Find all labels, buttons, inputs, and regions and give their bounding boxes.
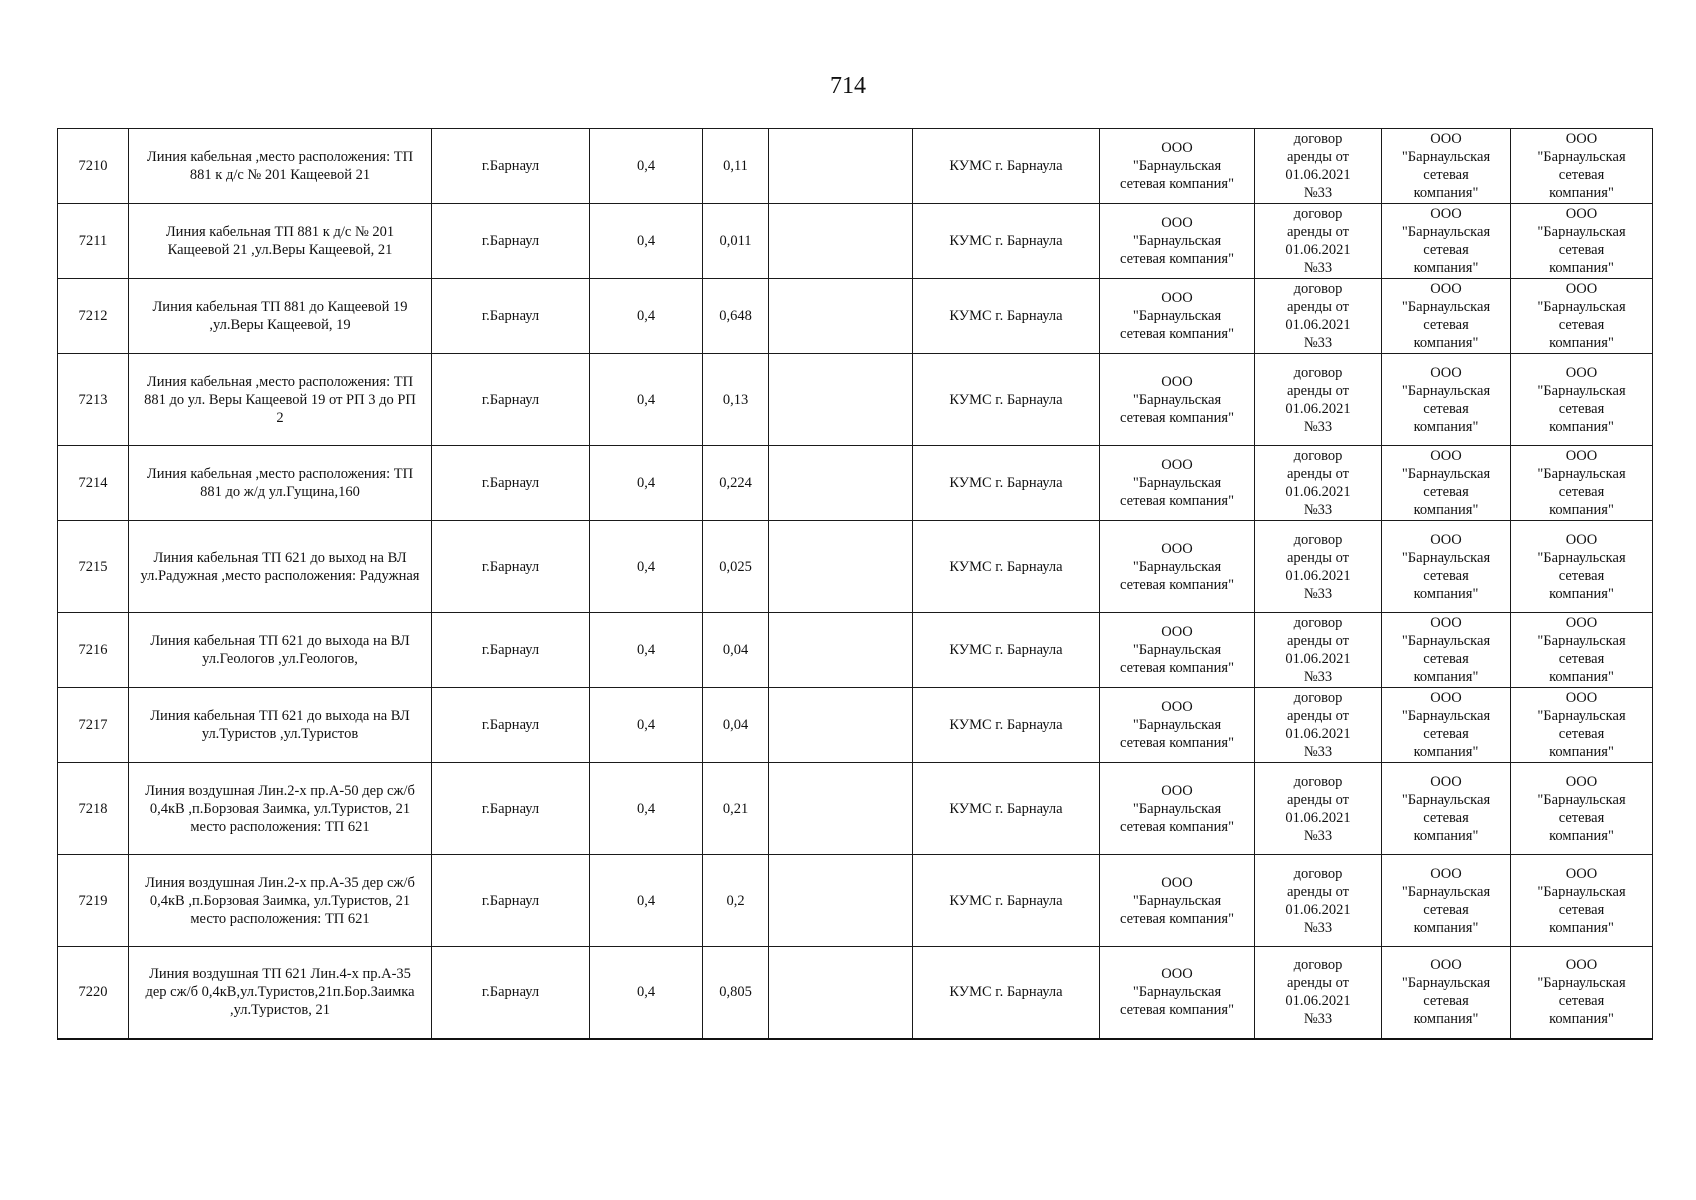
lease-basis: договор аренды от 01.06.2021 №33 [1255,947,1382,1039]
table-row [58,855,1653,947]
operator: ООО "Барнаульская сетевая компания" [1100,279,1255,354]
lease-basis: договор аренды от 01.06.2021 №33 [1255,279,1382,354]
empty-cell [769,354,913,446]
holder-2: ООО "Барнаульская сетевая компания" [1511,855,1653,947]
length: 0,011 [703,204,769,279]
voltage: 0,4 [590,129,703,204]
owner: КУМС г. Барнаула [913,763,1100,855]
empty-cell [769,129,913,204]
object-description: Линия кабельная ,место расположения: ТП 881 до ж/д ул.Гущина,160 [129,446,432,521]
table-row [58,129,1653,204]
holder-1: ООО "Барнаульская сетевая компания" [1382,204,1511,279]
voltage: 0,4 [590,521,703,613]
holder-1: ООО "Барнаульская сетевая компания" [1382,613,1511,688]
length: 0,04 [703,688,769,763]
table-row [58,204,1653,279]
operator: ООО "Барнаульская сетевая компания" [1100,354,1255,446]
length: 0,025 [703,521,769,613]
holder-2: ООО "Барнаульская сетевая компания" [1511,204,1653,279]
holder-1: ООО "Барнаульская сетевая компания" [1382,763,1511,855]
holder-1: ООО "Барнаульская сетевая компания" [1382,446,1511,521]
city: г.Барнаул [432,279,590,354]
operator: ООО "Барнаульская сетевая компания" [1100,446,1255,521]
owner: КУМС г. Барнаула [913,204,1100,279]
city: г.Барнаул [432,613,590,688]
owner: КУМС г. Барнаула [913,947,1100,1039]
holder-2: ООО "Барнаульская сетевая компания" [1511,354,1653,446]
record-number: 7210 [58,129,129,204]
empty-cell [769,446,913,521]
operator: ООО "Барнаульская сетевая компания" [1100,947,1255,1039]
holder-1: ООО "Барнаульская сетевая компания" [1382,354,1511,446]
voltage: 0,4 [590,446,703,521]
operator: ООО "Барнаульская сетевая компания" [1100,855,1255,947]
voltage: 0,4 [590,204,703,279]
object-description: Линия кабельная ТП 881 до Кащеевой 19 ,ул.Веры Кащеевой, 19 [129,279,432,354]
holder-1: ООО "Барнаульская сетевая компания" [1382,688,1511,763]
record-number: 7216 [58,613,129,688]
length: 0,2 [703,855,769,947]
city: г.Барнаул [432,446,590,521]
table-row [58,947,1653,1039]
empty-cell [769,688,913,763]
table-row [58,446,1653,521]
city: г.Барнаул [432,204,590,279]
owner: КУМС г. Барнаула [913,446,1100,521]
holder-2: ООО "Барнаульская сетевая компания" [1511,947,1653,1039]
table-row [58,613,1653,688]
city: г.Барнаул [432,688,590,763]
object-description: Линия кабельная ТП 621 до выхода на ВЛ ул.Геологов ,ул.Геологов, [129,613,432,688]
holder-2: ООО "Барнаульская сетевая компания" [1511,521,1653,613]
city: г.Барнаул [432,129,590,204]
owner: КУМС г. Барнаула [913,354,1100,446]
object-description: Линия кабельная ТП 621 до выхода на ВЛ ул.Туристов ,ул.Туристов [129,688,432,763]
owner: КУМС г. Барнаула [913,279,1100,354]
lease-basis: договор аренды от 01.06.2021 №33 [1255,521,1382,613]
length: 0,805 [703,947,769,1039]
object-description: Линия кабельная ТП 881 к д/с № 201 Кащеевой 21 ,ул.Веры Кащеевой, 21 [129,204,432,279]
holder-2: ООО "Барнаульская сетевая компания" [1511,446,1653,521]
owner: КУМС г. Барнаула [913,688,1100,763]
empty-cell [769,613,913,688]
operator: ООО "Барнаульская сетевая компания" [1100,521,1255,613]
object-description: Линия воздушная Лин.2-х пр.А-50 дер сж/б 0,4кВ ,п.Борзовая Заимка, ул.Туристов, 21 место расположения: ТП 621 [129,763,432,855]
table-row [58,279,1653,354]
record-number: 7212 [58,279,129,354]
record-number: 7213 [58,354,129,446]
holder-2: ООО "Барнаульская сетевая компания" [1511,688,1653,763]
table-row [58,521,1653,613]
holder-2: ООО "Барнаульская сетевая компания" [1511,279,1653,354]
object-description: Линия воздушная ТП 621 Лин.4-х пр.А-35 дер сж/б 0,4кВ,ул.Туристов,21п.Бор.Заимка ,ул.Туристов, 21 [129,947,432,1039]
length: 0,04 [703,613,769,688]
operator: ООО "Барнаульская сетевая компания" [1100,129,1255,204]
object-description: Линия кабельная ТП 621 до выход на ВЛ ул.Радужная ,место расположения: Радужная [129,521,432,613]
city: г.Барнаул [432,855,590,947]
operator: ООО "Барнаульская сетевая компания" [1100,613,1255,688]
lease-basis: договор аренды от 01.06.2021 №33 [1255,763,1382,855]
record-number: 7215 [58,521,129,613]
empty-cell [769,947,913,1039]
page-number: 714 [830,73,866,99]
city: г.Барнаул [432,947,590,1039]
lease-basis: договор аренды от 01.06.2021 №33 [1255,688,1382,763]
voltage: 0,4 [590,855,703,947]
empty-cell [769,855,913,947]
voltage: 0,4 [590,688,703,763]
owner: КУМС г. Барнаула [913,129,1100,204]
table-row [58,354,1653,446]
owner: КУМС г. Барнаула [913,521,1100,613]
record-number: 7219 [58,855,129,947]
length: 0,21 [703,763,769,855]
operator: ООО "Барнаульская сетевая компания" [1100,688,1255,763]
owner: КУМС г. Барнаула [913,613,1100,688]
lease-basis: договор аренды от 01.06.2021 №33 [1255,204,1382,279]
holder-1: ООО "Барнаульская сетевая компания" [1382,855,1511,947]
record-number: 7218 [58,763,129,855]
owner: КУМС г. Барнаула [913,855,1100,947]
lease-basis: договор аренды от 01.06.2021 №33 [1255,855,1382,947]
voltage: 0,4 [590,763,703,855]
record-number: 7220 [58,947,129,1039]
lease-basis: договор аренды от 01.06.2021 №33 [1255,129,1382,204]
empty-cell [769,204,913,279]
holder-1: ООО "Барнаульская сетевая компания" [1382,947,1511,1039]
holder-2: ООО "Барнаульская сетевая компания" [1511,613,1653,688]
lease-basis: договор аренды от 01.06.2021 №33 [1255,354,1382,446]
empty-cell [769,279,913,354]
object-description: Линия воздушная Лин.2-х пр.А-35 дер сж/б 0,4кВ ,п.Борзовая Заимка, ул.Туристов, 21 место расположения: ТП 621 [129,855,432,947]
record-number: 7211 [58,204,129,279]
object-description: Линия кабельная ,место расположения: ТП 881 до ул. Веры Кащеевой 19 от РП 3 до РП 2 [129,354,432,446]
holder-1: ООО "Барнаульская сетевая компания" [1382,521,1511,613]
operator: ООО "Барнаульская сетевая компания" [1100,763,1255,855]
holder-1: ООО "Барнаульская сетевая компания" [1382,129,1511,204]
empty-cell [769,763,913,855]
voltage: 0,4 [590,613,703,688]
holder-2: ООО "Барнаульская сетевая компания" [1511,129,1653,204]
length: 0,13 [703,354,769,446]
table-row [58,688,1653,763]
record-number: 7214 [58,446,129,521]
object-description: Линия кабельная ,место расположения: ТП 881 к д/с № 201 Кащеевой 21 [129,129,432,204]
empty-cell [769,521,913,613]
operator: ООО "Барнаульская сетевая компания" [1100,204,1255,279]
length: 0,224 [703,446,769,521]
registry-table [57,128,1653,1040]
length: 0,648 [703,279,769,354]
voltage: 0,4 [590,279,703,354]
city: г.Барнаул [432,354,590,446]
holder-1: ООО "Барнаульская сетевая компания" [1382,279,1511,354]
holder-2: ООО "Барнаульская сетевая компания" [1511,763,1653,855]
length: 0,11 [703,129,769,204]
city: г.Барнаул [432,521,590,613]
voltage: 0,4 [590,947,703,1039]
lease-basis: договор аренды от 01.06.2021 №33 [1255,613,1382,688]
record-number: 7217 [58,688,129,763]
table-row [58,763,1653,855]
voltage: 0,4 [590,354,703,446]
lease-basis: договор аренды от 01.06.2021 №33 [1255,446,1382,521]
city: г.Барнаул [432,763,590,855]
